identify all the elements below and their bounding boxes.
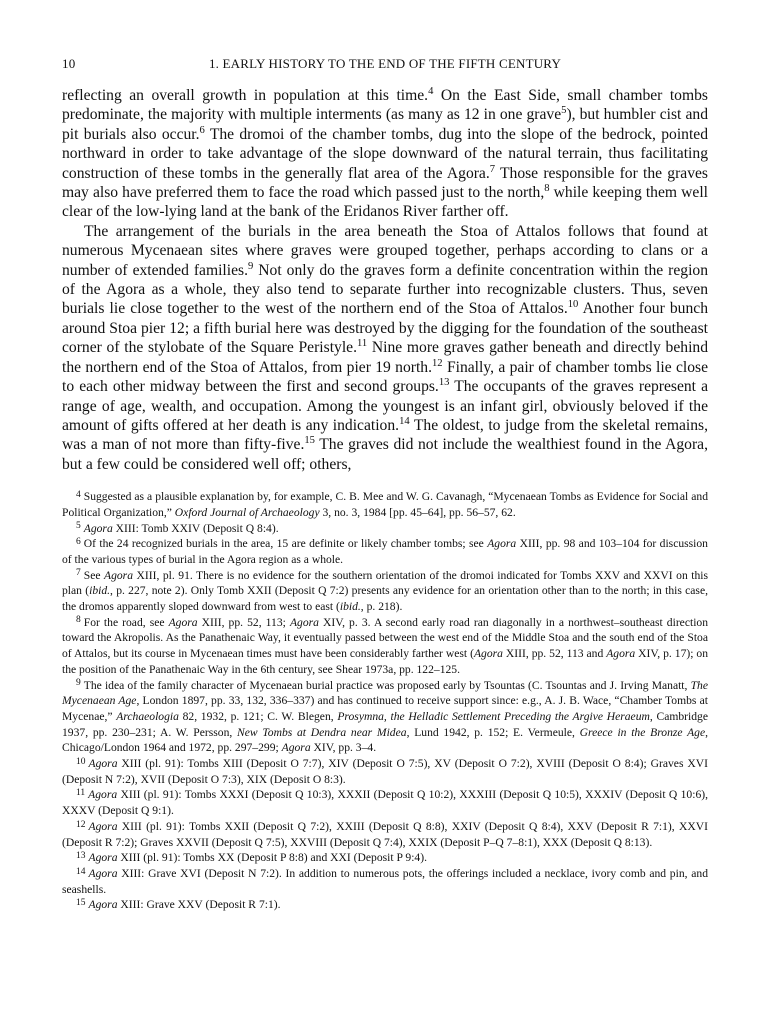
footnote-ref-5[interactable]: 5 [561,105,567,117]
footnote-ref-10[interactable]: 10 [567,299,579,311]
footnote-ref-8[interactable]: 8 [544,183,550,195]
main-text [62,86,708,474]
footnote-14: $^{14}$ Agora XIII: Grave XVI (Deposit N 7:2). In addition to numerous pots, the offerings included a necklace, ivory comb and pin, and seashells. [62,866,708,896]
footnote-ref-15[interactable]: 15 [304,435,315,447]
footnote-ref-14[interactable]: 14 [399,416,410,428]
footnote-ref-9[interactable]: 9 [248,260,254,272]
footnote-ref-4[interactable]: 4 [428,86,434,98]
paragraph-2: The arrangement of the burials in the area beneath the Stoa of Attalos follows that found at numerous Mycenaean sites where graves were grouped together, perhaps according to clans or a number of extended families.$^9$ Not only do the graves form a definite concentration within the region of the Agora as a whole, they also tend to separate further into recognizable clusters. Thus, seven burials lie close together to the west of the northern end of the Stoa of Attalos.$^{10}$ Another four bunch around Stoa pier 12; a fifth burial here was destroyed by the digging for the foundation of the southeast corner of the stylobate of the Square Peristyle.$^{11}$ Nine more graves gather beneath and directly behind the northern end of the Stoa of Attalos, from pier 19 north.$^{12}$ Finally, a pair of chamber tombs lie close to each other midway between the first and second groups.$^{13}$ The occupants of the graves represent a range of age, wealth, and occupation. Among the youngest is an infant girl, obviously beloved if the amount of gifts offered at her death is any indication.$^{14}$ The oldest, to judge from the skeletal remains, was a man of not more than fifty-five.$^{15}$ The graves did not include the wealthiest found in the Agora, but a few could be considered well off; others, [62,222,709,473]
footnote-5: $^5$ Agora XIII: Tomb XXIV (Deposit Q 8:4). [76,521,279,535]
page-number: 10 [62,56,76,71]
footnote-13: $^{13}$ Agora XIII (pl. 91): Tombs XX (Deposit P 8:8) and XXI (Deposit P 9:4). [76,850,427,865]
footnote-4: $^4$ Suggested as a plausible explanation by, for example, C. B. Mee and W. G. Cavanagh, “Mycenaean Tombs as Evidence for Social and Political Organization,” Oxford Journal of Archaeology 3, no. 3, 1984 [pp. 45–64], pp. 56–57, 62. [62,489,708,519]
footnote-12: $^{12}$ Agora XIII (pl. 91): Tombs XXII (Deposit Q 7:2), XXIII (Deposit Q 8:8), XXIV (Deposit Q 8:4), XXV (Deposit R 7:1), XXVI (Deposit R 7:2); Graves XXVII (Deposit Q 7:5), XXVIII (Deposit Q 7:4), XXIX (Deposit P–Q 7–8:1), XXX (Deposit Q 8:13). [62,819,708,849]
footnote-ref-11[interactable]: 11 [356,338,368,350]
footnote-7: $^7$ See Agora XIII, pl. 91. There is no evidence for the southern orientation of the dromoi indicated for Tombs XXV and XXVI on this plan (ibid., p. 227, note 2). Only Tomb XXII (Deposit Q 7:2) presents any evidence for an orientation other than to the north; in this case, the dromos apparently sloped downward from west to east (ibid., p. 218). [62,568,709,614]
footnote-ref-13[interactable]: 13 [438,377,450,389]
footnote-11: $^{11}$ Agora XIII (pl. 91): Tombs XXXI (Deposit Q 10:3), XXXII (Deposit Q 10:2), XXXIII (Deposit Q 10:5), XXXIV (Deposit Q 10:6), XXXV (Deposit Q 9:1). [62,788,708,818]
footnote-15: $^{15}$ Agora XIII: Grave XXV (Deposit R 7:1). [76,898,281,912]
book-page [62,56,708,913]
footnote-6: $^6$ Of the 24 recognized burials in the area, 15 are definite or likely chamber tombs; see Agora XIII, pp. 98 and 103–104 for discussion of the various types of burial in the Agora region as a whole. [62,536,708,566]
footnote-10: $^{10}$ Agora XIII (pl. 91): Tombs XIII (Deposit O 7:7), XIV (Deposit O 7:5), XV (Deposit O 7:2), XVIII (Deposit O 8:4); Graves XVI (Deposit N 7:2), XVII (Deposit O 7:3), XIX (Deposit O 8:3). [62,756,708,786]
running-header [62,56,708,78]
footnote-ref-12[interactable]: 12 [432,357,443,369]
footnote-ref-6[interactable]: 6 [199,124,205,136]
footnote-8: $^8$ For the road, see Agora XIII, pp. 52, 113; Agora XIV, p. 3. A second early road ran diagonally in a northwest–southeast direction toward the Akropolis. As the Panathenaic Way, it eventually passed between the west end of the Middle Stoa and the south end of the Stoa of Attalos, but its course in Mycenaean times must have been considerably farther west (Agora XIII, pp. 52, 113 and Agora XIV, p. 17); on the position of the Panathenaic Way in the 6th century, see Shear 1973a, pp. 122–125. [62,615,709,676]
paragraph-1: reflecting an overall growth in population at this time.$^4$ On the East Side, small chamber tombs predominate, the majority with multiple interments (as many as 12 in one grave$^5$), but humbler cist and pit burials also occur.$^6$ The dromoi of the chamber tombs, dug into the slope of the bedrock, pointed northward in order to take advantage of the slope downward of the natural terrain, thus facilitating construction of these tombs in the generally flat area of the Agora.$^7$ Those responsible for the graves may also have preferred them to face the road which passed just to the north,$^8$ while keeping them well clear of the low-lying land at the bank of the Eridanos River farther off. [62,86,708,221]
footnote-ref-7[interactable]: 7 [489,163,496,175]
running-title: 1. EARLY HISTORY TO THE END OF THE FIFTH CENTURY [208,56,562,71]
footnotes [62,489,708,913]
footnote-9: $^9$ The idea of the family character of Mycenaean burial practice was proposed early by Tsountas (C. Tsountas and J. Irving Manatt, The Mycenaean Age, London 1897, pp. 33, 132, 336–337) and has continued to receive support since: e.g., A. J. B. Wace, “Chamber Tombs at Mycenae,” Archaeologia 82, 1932, p. 121; C. W. Blegen, Prosymna, the Helladic Settlement Preceding the Argive Heraeum, Cambridge 1937, pp. 230–231; A. W. Persson, New Tombs at Dendra near Midea, Lund 1942, p. 152; E. Vermeule, Greece in the Bronze Age, Chicago/London 1964 and 1972, pp. 297–299; Agora XIV, pp. 3–4. [62,678,709,755]
